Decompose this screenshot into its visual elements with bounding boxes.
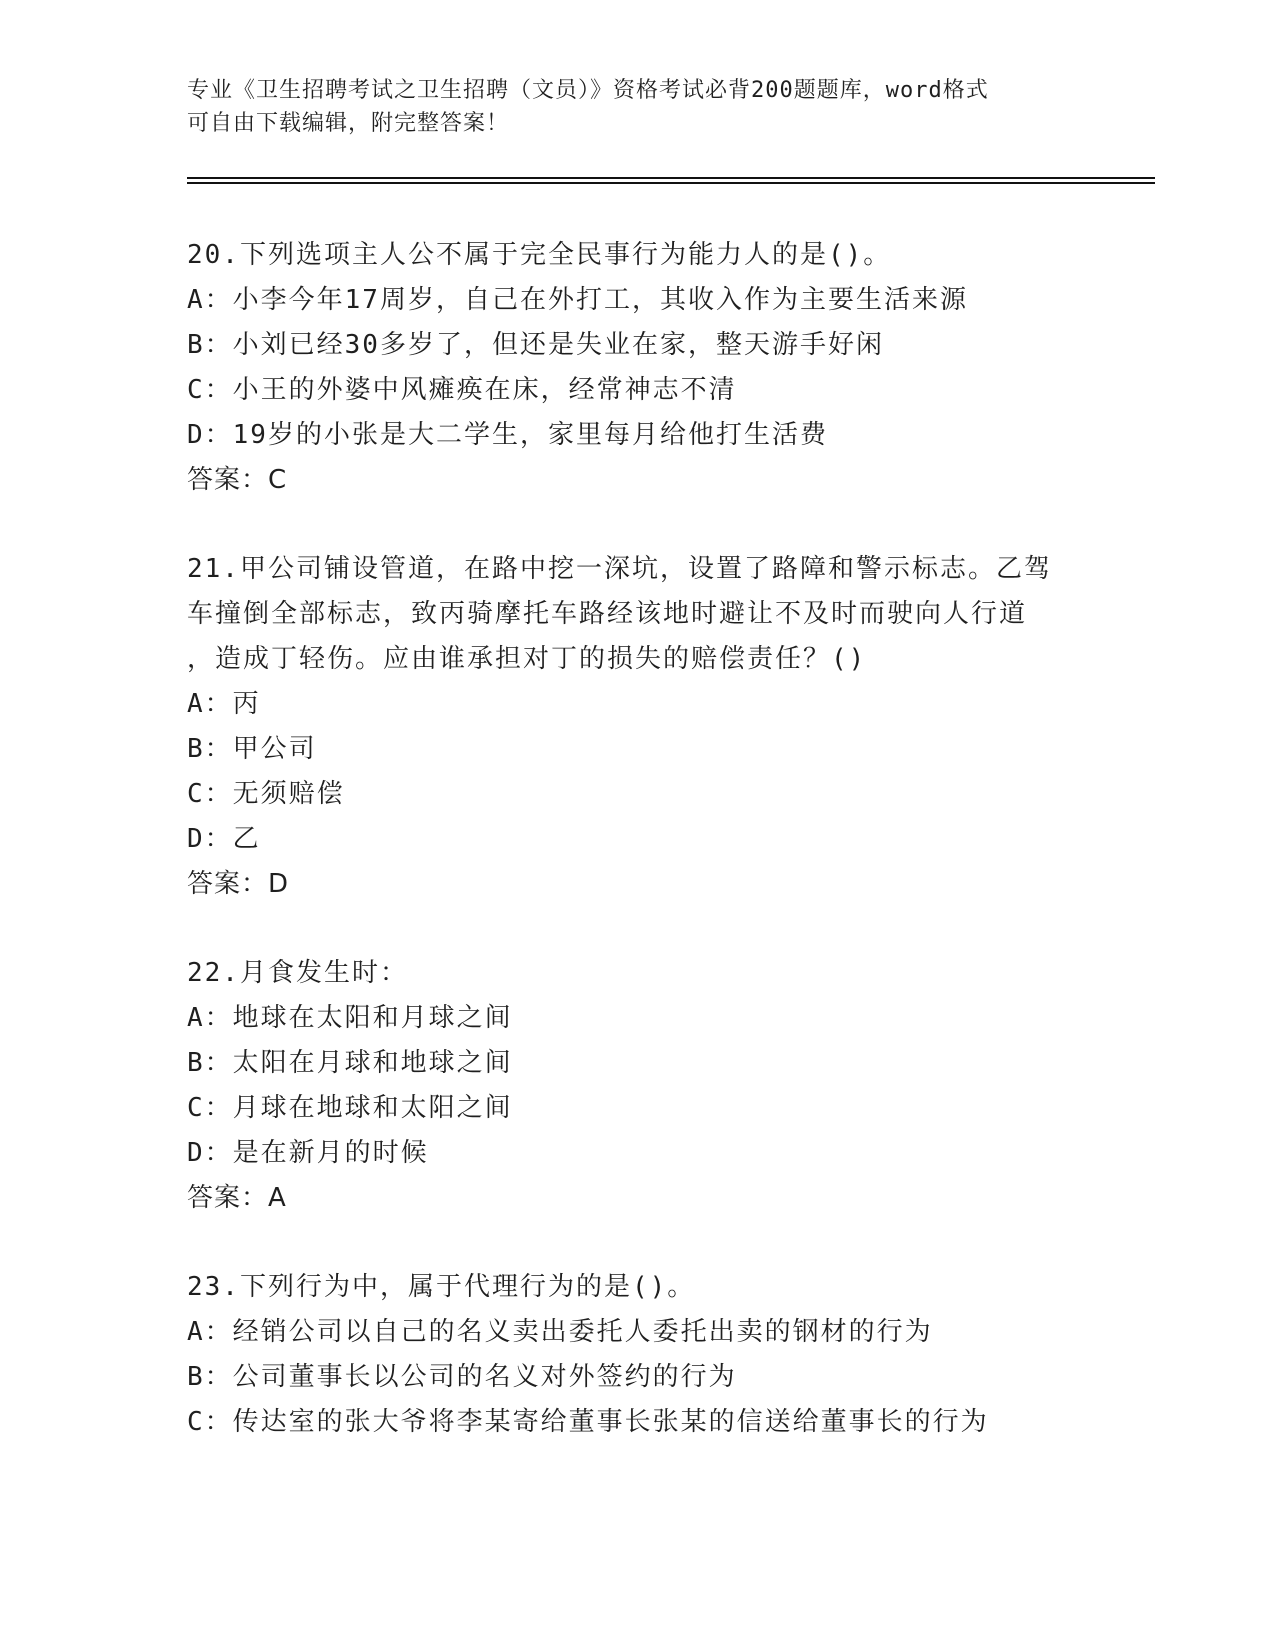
option-key: A： [187,285,233,315]
question-block [187,951,1147,1221]
question-stem-line: 23.下列行为中，属于代理行为的是()。 [187,1272,696,1302]
option-key: C： [187,1093,233,1123]
question-stem [187,1265,1147,1310]
option-key: C： [187,1407,233,1437]
option-key: B： [187,330,233,360]
answer-line: 答案：A [187,1183,287,1213]
answer-option [187,1355,1147,1400]
answer-option [187,996,1147,1041]
option-key: A： [187,1317,233,1347]
answer-option [187,772,1147,817]
option-key: B： [187,734,233,764]
document-header [187,74,1087,140]
answer-option [187,1131,1147,1176]
option-text: 小李今年17周岁，自己在外打工，其收入作为主要生活来源 [232,285,968,315]
answer-option [187,727,1147,772]
header-line-1: 专业《卫生招聘考试之卫生招聘（文员）》资格考试必背200题题库，word格式 [187,78,989,103]
option-key: C： [187,375,233,405]
option-text: 丙 [232,689,261,719]
answer-line: 答案：C [187,465,288,495]
option-text: 甲公司 [232,734,317,764]
answer-option [187,1086,1147,1131]
question-stem-line: 20.下列选项主人公不属于完全民事行为能力人的是()。 [187,240,892,270]
option-key: D： [187,1138,233,1168]
option-key: D： [187,420,233,450]
option-text: 公司董事长以公司的名义对外签约的行为 [232,1362,737,1392]
answer-line: 答案：D [187,869,290,899]
option-text: 小王的外婆中风瘫痪在床，经常神志不清 [232,375,737,405]
option-text: 传达室的张大爷将李某寄给董事长张某的信送给董事长的行为 [232,1407,989,1437]
question-stem [187,547,1147,682]
header-line-2: 可自由下载编辑，附完整答案！ [187,111,510,136]
option-text: 经销公司以自己的名义卖出委托人委托出卖的钢材的行为 [232,1317,933,1347]
question-block [187,547,1147,907]
header-divider-top [187,177,1155,179]
question-stem [187,951,1147,996]
option-text: 19岁的小张是大二学生，家里每月给他打生活费 [232,420,828,450]
option-key: D： [187,824,233,854]
answer-option [187,278,1147,323]
answer-option [187,323,1147,368]
option-key: B： [187,1362,233,1392]
option-text: 地球在太阳和月球之间 [232,1003,513,1033]
option-key: A： [187,1003,233,1033]
answer-option [187,1041,1147,1086]
answer-option [187,1310,1147,1355]
option-key: C： [187,779,233,809]
answer-option [187,413,1147,458]
question-list [187,233,1147,1489]
option-text: 无须赔偿 [232,779,345,809]
option-text: 太阳在月球和地球之间 [232,1048,513,1078]
question-stem-line: 22.月食发生时： [187,958,408,988]
answer-option [187,368,1147,413]
question-block [187,1265,1147,1445]
question-stem [187,233,1147,278]
answer-option [187,1400,1147,1445]
header-divider-bottom [187,182,1155,184]
question-stem-line: 21.甲公司铺设管道，在路中挖一深坑，设置了路障和警示标志。乙驾 [187,554,1052,584]
option-key: B： [187,1048,233,1078]
question-stem-line: 车撞倒全部标志，致丙骑摩托车路经该地时避让不及时而驶向人行道 [187,599,1028,629]
option-text: 乙 [232,824,261,854]
answer-option [187,682,1147,727]
option-text: 小刘已经30多岁了，但还是失业在家，整天游手好闲 [232,330,884,360]
question-stem-line: ，造成丁轻伤。应由谁承担对丁的损失的赔偿责任？() [187,644,867,674]
answer-option [187,817,1147,862]
option-key: A： [187,689,233,719]
option-text: 月球在地球和太阳之间 [232,1093,513,1123]
option-text: 是在新月的时候 [232,1138,429,1168]
question-block [187,233,1147,503]
